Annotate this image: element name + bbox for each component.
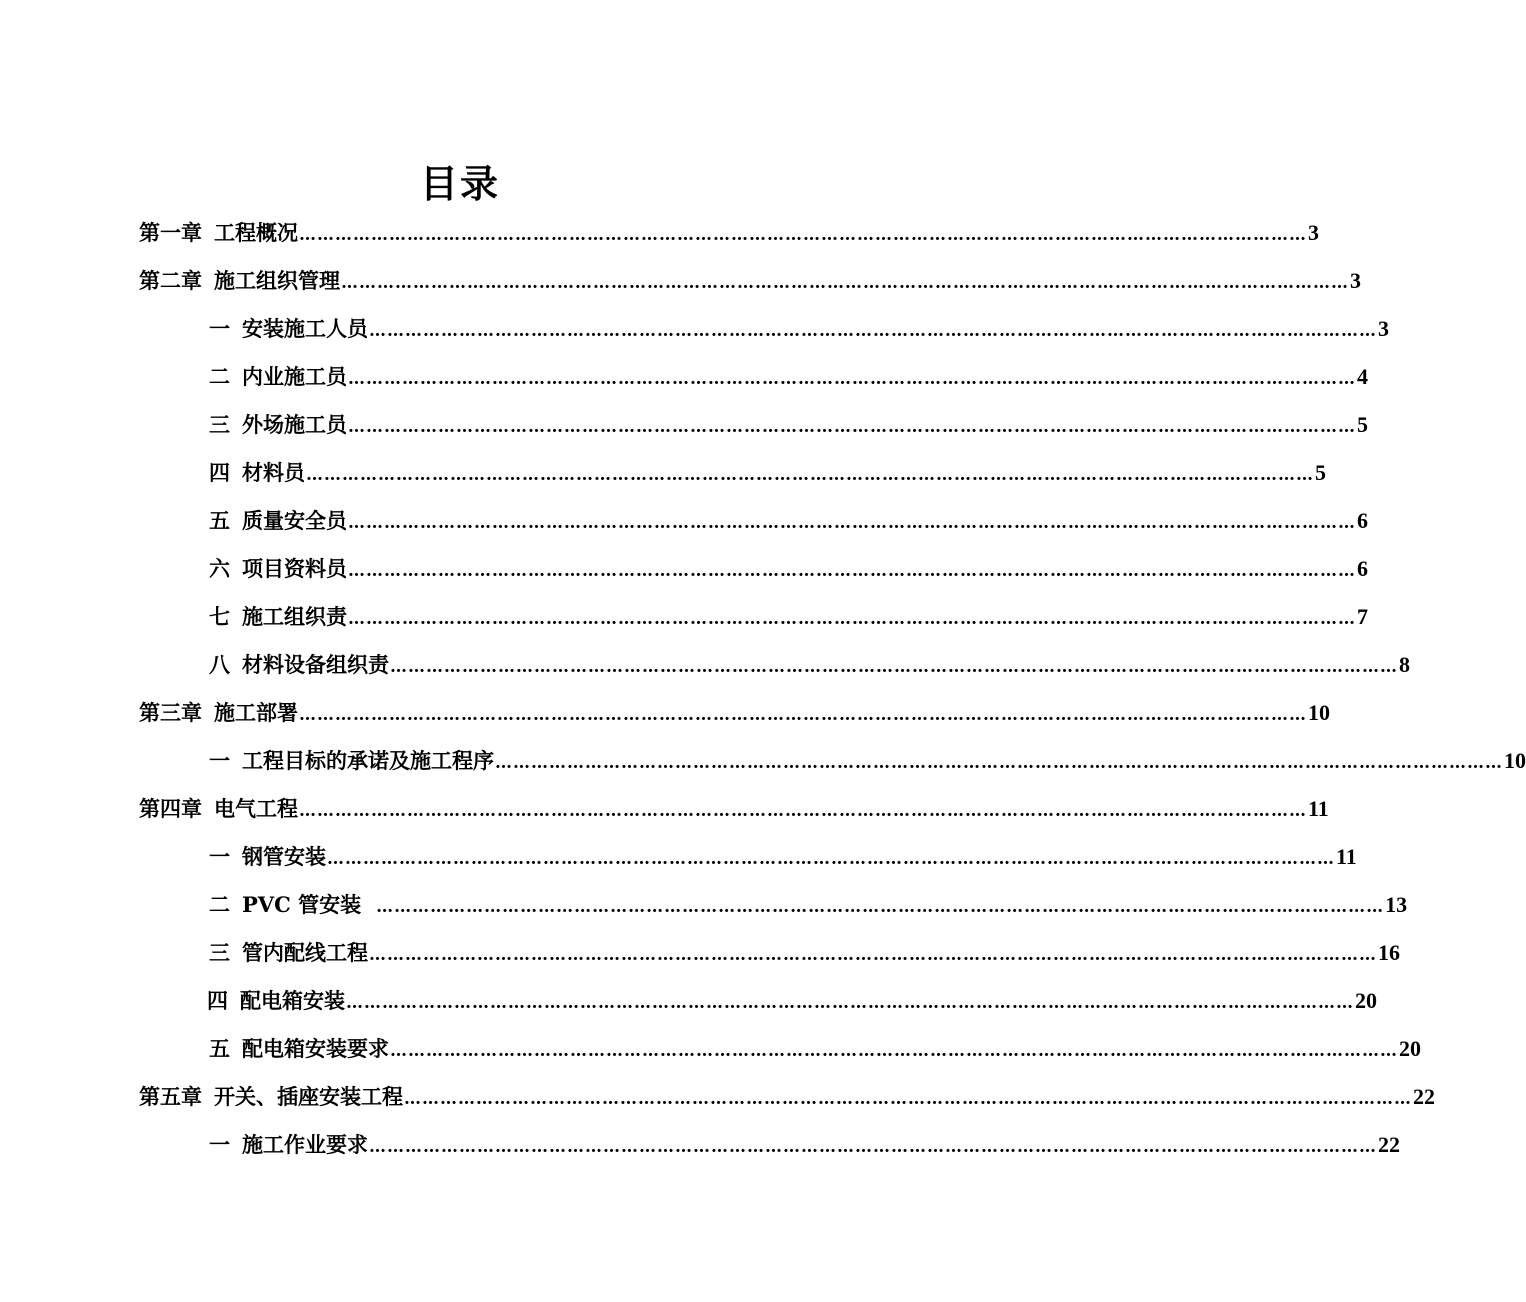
- dot-leader: ……………………………………………………………………………………………………………………………………………………: [299, 801, 1307, 821]
- toc-entry-section[interactable]: [209, 887, 1408, 923]
- toc-entry-text: 安装施工人员: [242, 316, 368, 341]
- toc-entry-text: 施工组织管理: [214, 268, 340, 293]
- dot-leader: ……………………………………………………………………………………………………………………………………………………: [369, 945, 1377, 965]
- toc-entry-number: 第三章: [139, 700, 202, 725]
- toc-entry-text: 钢管安装: [242, 844, 326, 869]
- toc-entry-number: 八: [209, 652, 230, 677]
- toc-entry-section[interactable]: [209, 935, 1400, 971]
- toc-entry-text: 管内配线工程: [242, 940, 368, 965]
- toc-entry-text: 工程目标的承诺及施工程序: [242, 748, 494, 773]
- toc-entry-section[interactable]: [209, 1031, 1421, 1067]
- toc-entry-text: 开关、插座安装工程: [214, 1084, 403, 1109]
- toc-title: 目录: [419, 161, 500, 206]
- toc-entry-page: 11: [1308, 796, 1329, 821]
- toc-entry-text: 外场施工员: [242, 412, 347, 437]
- toc-entry-number: 三: [209, 412, 230, 437]
- toc-entry-section[interactable]: [209, 839, 1357, 875]
- toc-entry-number: 五: [209, 508, 230, 533]
- dot-leader: ……………………………………………………………………………………………………………………………………………………: [348, 609, 1356, 629]
- toc-entry-page: 13: [1385, 892, 1408, 917]
- dot-leader: ……………………………………………………………………………………………………………………………………………………: [348, 417, 1356, 437]
- toc-entry-number: 七: [209, 604, 230, 629]
- toc-entry-number: 一: [209, 844, 230, 869]
- dot-leader: ……………………………………………………………………………………………………………………………………………………: [341, 273, 1349, 293]
- toc-entry-text: 内业施工员: [242, 364, 347, 389]
- toc-entry-text: 质量安全员: [242, 508, 347, 533]
- dot-leader: ……………………………………………………………………………………………………………………………………………………: [299, 225, 1307, 245]
- toc-entry-section[interactable]: [209, 599, 1368, 635]
- toc-entry-page: 7: [1357, 604, 1368, 629]
- toc-entry-section[interactable]: [209, 311, 1389, 347]
- dot-leader: ……………………………………………………………………………………………………………………………………………………: [404, 1089, 1412, 1109]
- toc-entry-number: 第五章: [139, 1084, 202, 1109]
- toc-entry-page: 6: [1357, 508, 1368, 533]
- toc-entry-chapter-2[interactable]: [139, 263, 1361, 299]
- dot-leader: ……………………………………………………………………………………………………………………………………………………: [369, 1137, 1377, 1157]
- toc-entry-number: 第四章: [139, 796, 202, 821]
- toc-entry-page: 20: [1355, 988, 1377, 1013]
- toc-entry-text: 项目资料员: [242, 556, 347, 581]
- toc-entry-page: 16: [1378, 940, 1400, 965]
- toc-entry-page: 22: [1413, 1084, 1435, 1109]
- toc-entry-page: 8: [1399, 652, 1410, 677]
- toc-entry-page: 3: [1350, 268, 1361, 293]
- toc-entry-page: 3: [1308, 220, 1319, 245]
- toc-entry-page: 10: [1308, 700, 1330, 725]
- toc-entry-page: 10: [1504, 748, 1526, 773]
- toc-entry-number: 二: [209, 892, 230, 917]
- dot-leader: ……………………………………………………………………………………………………………………………………………………: [348, 369, 1356, 389]
- toc-entry-page: 5: [1357, 412, 1368, 437]
- toc-entry-text: 电气工程: [214, 796, 298, 821]
- toc-entry-text: 材料员: [242, 460, 305, 485]
- toc-entry-chapter-5[interactable]: [139, 1079, 1435, 1115]
- toc-entry-section[interactable]: [209, 503, 1368, 539]
- toc-entry-page: 3: [1378, 316, 1389, 341]
- toc-entry-number: 三: [209, 940, 230, 965]
- toc-entry-section[interactable]: [209, 359, 1368, 395]
- toc-entry-number: 一: [209, 316, 230, 341]
- dot-leader: ……………………………………………………………………………………………………………………………………………………: [327, 849, 1335, 869]
- toc-entry-text: 材料设备组织责: [242, 652, 389, 677]
- toc-entry-chapter-3[interactable]: [139, 695, 1330, 731]
- toc-entry-chapter-1[interactable]: [139, 215, 1319, 251]
- toc-entry-text: 施工部署: [214, 700, 298, 725]
- toc-entry-number: 第二章: [139, 268, 202, 293]
- dot-leader: ……………………………………………………………………………………………………………………………………………………: [495, 753, 1503, 773]
- dot-leader: ……………………………………………………………………………………………………………………………………………………: [376, 897, 1385, 917]
- toc-entry-section[interactable]: [209, 1127, 1400, 1163]
- toc-entry-number: 一: [209, 748, 230, 773]
- toc-entry-number: 四: [207, 988, 228, 1013]
- toc-entry-section[interactable]: [209, 455, 1326, 491]
- toc-entry-chapter-4[interactable]: [139, 791, 1329, 827]
- toc-entry-number: 四: [209, 460, 230, 485]
- toc-entry-page: 11: [1336, 844, 1357, 869]
- toc-entry-text: 施工作业要求: [242, 1132, 368, 1157]
- toc-entry-text: 工程概况: [214, 220, 298, 245]
- toc-entry-page: 6: [1357, 556, 1368, 581]
- dot-leader: ……………………………………………………………………………………………………………………………………………………: [348, 561, 1356, 581]
- toc-entry-page: 4: [1357, 364, 1368, 389]
- toc-entry-section[interactable]: [209, 551, 1368, 587]
- toc-entry-section[interactable]: [209, 743, 1526, 779]
- toc-entry-text: 配电箱安装要求: [242, 1036, 389, 1061]
- toc-entry-number: 第一章: [139, 220, 202, 245]
- toc-entry-text: PVC 管安装: [242, 892, 362, 917]
- toc-entry-text: 配电箱安装: [240, 988, 345, 1013]
- toc-entry-section[interactable]: [209, 647, 1410, 683]
- toc-entry-number: 五: [209, 1036, 230, 1061]
- dot-leader: ……………………………………………………………………………………………………………………………………………………: [348, 513, 1356, 533]
- toc-entry-number: 六: [209, 556, 230, 581]
- toc-entry-section[interactable]: [207, 983, 1377, 1019]
- toc-entry-page: 22: [1378, 1132, 1400, 1157]
- toc-entry-text: 施工组织责: [242, 604, 347, 629]
- dot-leader: ……………………………………………………………………………………………………………………………………………………: [369, 321, 1377, 341]
- dot-leader: ……………………………………………………………………………………………………………………………………………………: [390, 1041, 1398, 1061]
- toc-entry-page: 20: [1399, 1036, 1421, 1061]
- dot-leader: ……………………………………………………………………………………………………………………………………………………: [390, 657, 1398, 677]
- toc-entry-number: 一: [209, 1132, 230, 1157]
- toc-entry-section[interactable]: [209, 407, 1368, 443]
- dot-leader: ……………………………………………………………………………………………………………………………………………………: [346, 993, 1354, 1013]
- toc-entry-page: 5: [1315, 460, 1326, 485]
- toc-entry-number: 二: [209, 364, 230, 389]
- dot-leader: ……………………………………………………………………………………………………………………………………………………: [306, 465, 1314, 485]
- dot-leader: ……………………………………………………………………………………………………………………………………………………: [299, 705, 1307, 725]
